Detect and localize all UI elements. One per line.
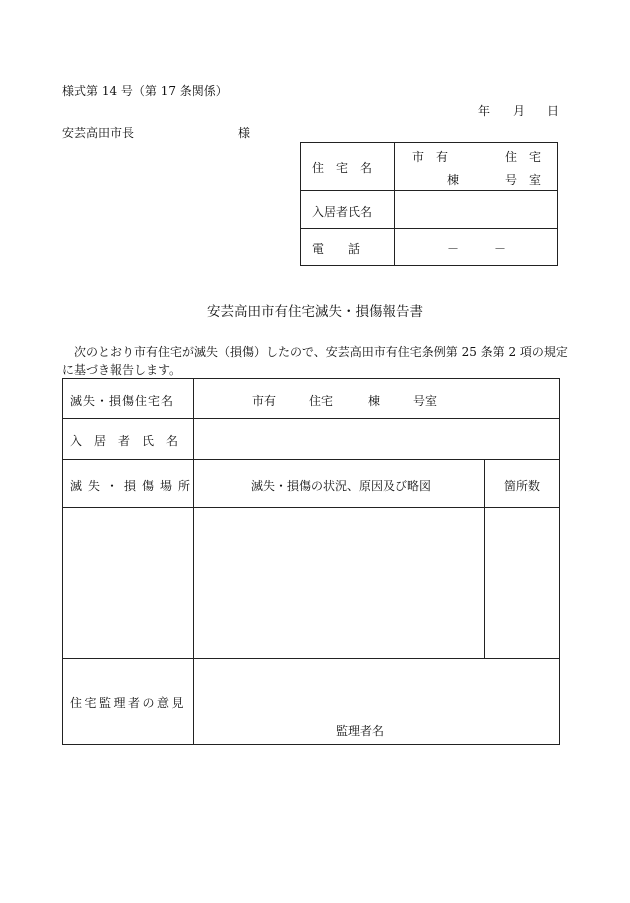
intro-line-2: に基づき報告します。: [62, 363, 182, 377]
report-resident-value[interactable]: [198, 422, 553, 454]
report-location-label: 滅失・損傷場所: [70, 479, 197, 493]
recipient-name: 安芸高田市長: [62, 126, 135, 140]
report-building: 棟: [368, 394, 381, 408]
applicant-housing-suffix: 住 宅: [505, 150, 542, 164]
report-supervisor-opinion-value[interactable]: [198, 662, 553, 716]
report-resident-label: 入居者氏名: [70, 434, 191, 448]
report-location-value[interactable]: [66, 511, 189, 654]
report-supervisor-name-label: 監理者名: [336, 724, 385, 738]
form-number: 様式第 14 号（第 17 条関係）: [62, 84, 228, 98]
applicant-room: 号 室: [505, 173, 542, 187]
date-month: 月: [513, 104, 526, 118]
document-title: 安芸高田市有住宅滅失・損傷報告書: [207, 304, 423, 320]
report-status-value[interactable]: [198, 511, 480, 654]
report-supervisor-opinion-label: 住宅監理者の意見: [70, 696, 187, 710]
report-housing-prefix: 市有: [252, 394, 277, 408]
applicant-phone-dash-2: －: [494, 242, 507, 256]
applicant-housing-prefix: 市 有: [412, 150, 449, 164]
applicant-housing-label: 住 宅 名: [312, 161, 373, 175]
applicant-resident-value[interactable]: [400, 195, 550, 223]
recipient-honorific: 様: [238, 126, 251, 140]
report-status-label: 滅失・損傷の状況、原因及び略図: [251, 479, 432, 493]
applicant-phone-label: 電 話: [312, 242, 361, 256]
date-year: 年: [478, 104, 491, 118]
intro-line-1: 次のとおり市有住宅が滅失（損傷）したので、安芸高田市有住宅条例第 25 条第 2 項の規定: [74, 345, 568, 359]
applicant-building: 棟: [447, 173, 460, 187]
report-housing-label: 滅失・損傷住宅名: [70, 394, 175, 408]
report-room: 号室: [413, 394, 438, 408]
report-count-value[interactable]: [488, 511, 555, 654]
report-housing-suffix: 住宅: [309, 394, 334, 408]
applicant-resident-label: 入居者氏名: [312, 205, 373, 219]
report-count-label: 箇所数: [504, 479, 541, 493]
applicant-phone-dash-1: －: [447, 242, 460, 256]
date-day: 日: [547, 104, 560, 118]
